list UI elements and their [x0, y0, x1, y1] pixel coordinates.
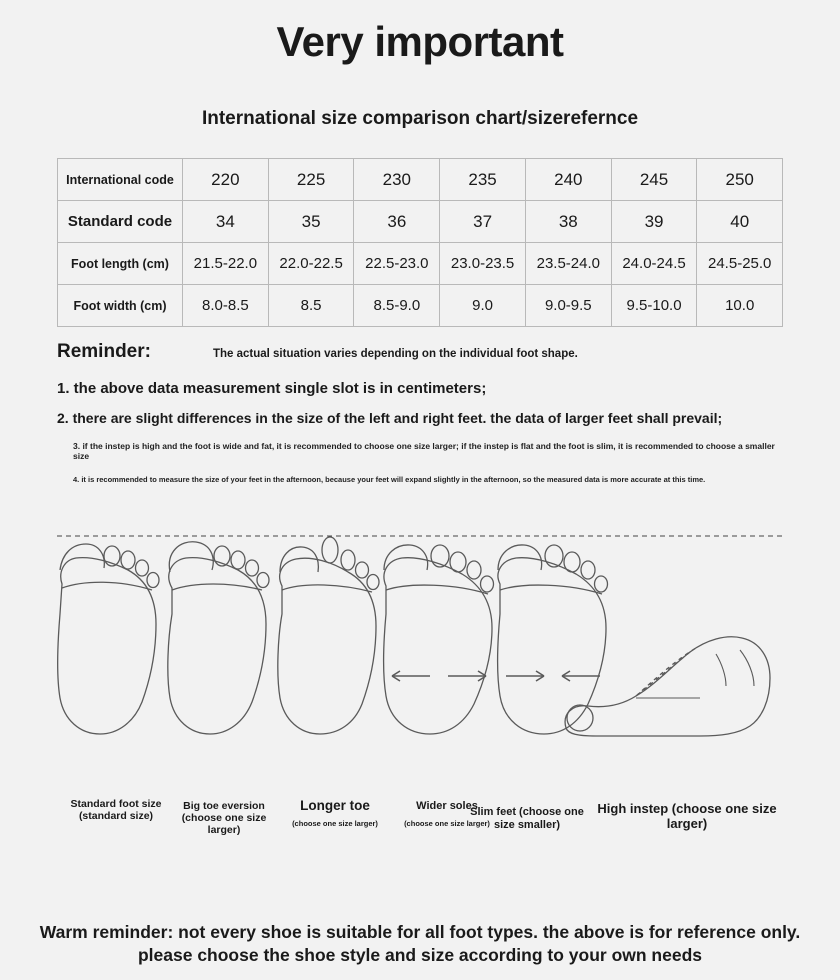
reminder-label: Reminder: [57, 341, 151, 362]
cell: 23.0-23.5 [440, 243, 526, 285]
cell: 38 [525, 201, 611, 243]
row-header-standard-code: Standard code [58, 201, 183, 243]
cell: 36 [354, 201, 440, 243]
foot-big-toe-eversion [168, 542, 269, 734]
reminder-item-3: 3. if the instep is high and the foot is wide and fat, it is recommended to choose one size larger; if the instep is flat and the foot is slim, it is recommended to choose a smaller size [73, 441, 775, 461]
foot-standard [58, 544, 159, 734]
foot-slim-feet [498, 545, 608, 734]
reminder-heading-row [57, 341, 783, 363]
cell: 10.0 [697, 285, 782, 327]
cell: 8.5 [268, 285, 354, 327]
cell: 22.0-22.5 [268, 243, 354, 285]
cell: 35 [268, 201, 354, 243]
cell: 8.0-8.5 [183, 285, 269, 327]
foot-types-diagram [0, 528, 840, 798]
caption-wider-soles-sub: (choose one size larger) [404, 819, 490, 828]
caption-high-instep: High instep (choose one size larger) [597, 801, 777, 831]
cell: 235 [440, 159, 526, 201]
cell: 40 [697, 201, 782, 243]
cell: 24.0-24.5 [611, 243, 697, 285]
foot-wider-soles [384, 545, 494, 734]
foot-type-captions [57, 798, 783, 858]
cell: 23.5-24.0 [525, 243, 611, 285]
cell: 250 [697, 159, 782, 201]
cell: 9.0 [440, 285, 526, 327]
cell: 39 [611, 201, 697, 243]
caption-standard-foot: Standard foot size (standard size) [70, 798, 162, 823]
cell: 220 [183, 159, 269, 201]
cell: 8.5-9.0 [354, 285, 440, 327]
table-row [58, 243, 782, 285]
page-title: Very important [276, 18, 564, 65]
caption-longer-toe: Longer toe [300, 798, 370, 813]
reminder-item-2: 2. there are slight differences in the size of the left and right feet. the data of larger feet shall prevail; [57, 410, 723, 426]
row-header-international-code: International code [58, 159, 183, 201]
cell: 225 [268, 159, 354, 201]
cell: 245 [611, 159, 697, 201]
reminder-item-4: 4. it is recommended to measure the size of your feet in the afternoon, because your feet will expand slightly in the afternoon, so the measured data is more accurate at this time. [73, 475, 706, 484]
cell: 22.5-23.0 [354, 243, 440, 285]
cell: 240 [525, 159, 611, 201]
table-row [58, 159, 782, 201]
size-chart-table [57, 158, 783, 327]
cell: 9.0-9.5 [525, 285, 611, 327]
table-row [58, 201, 782, 243]
table-row [58, 285, 782, 327]
cell: 37 [440, 201, 526, 243]
reminder-notes [57, 380, 783, 484]
reminder-note: The actual situation varies depending on the individual foot shape. [212, 348, 578, 360]
caption-big-toe-eversion: Big toe eversion (choose one size larger) [181, 800, 267, 837]
cell: 230 [354, 159, 440, 201]
row-header-foot-width: Foot width (cm) [58, 285, 183, 327]
foot-longer-toe [278, 537, 379, 734]
caption-wider-soles: Wider soles [416, 800, 478, 812]
caption-slim-feet: Slim feet (choose one size smaller) [470, 806, 584, 831]
row-header-foot-length: Foot length (cm) [58, 243, 183, 285]
warm-reminder: Warm reminder: not every shoe is suitable for all foot types. the above is for reference only. please choose the shoe style and size according to your own needs [39, 921, 801, 966]
cell: 34 [183, 201, 269, 243]
section-subtitle: International size comparison chart/sizerefernce [201, 108, 639, 129]
reminder-item-1: 1. the above data measurement single slot is in centimeters; [57, 380, 487, 397]
cell: 9.5-10.0 [611, 285, 697, 327]
cell: 24.5-25.0 [697, 243, 782, 285]
cell: 21.5-22.0 [183, 243, 269, 285]
caption-longer-toe-sub: (choose one size larger) [292, 819, 378, 828]
